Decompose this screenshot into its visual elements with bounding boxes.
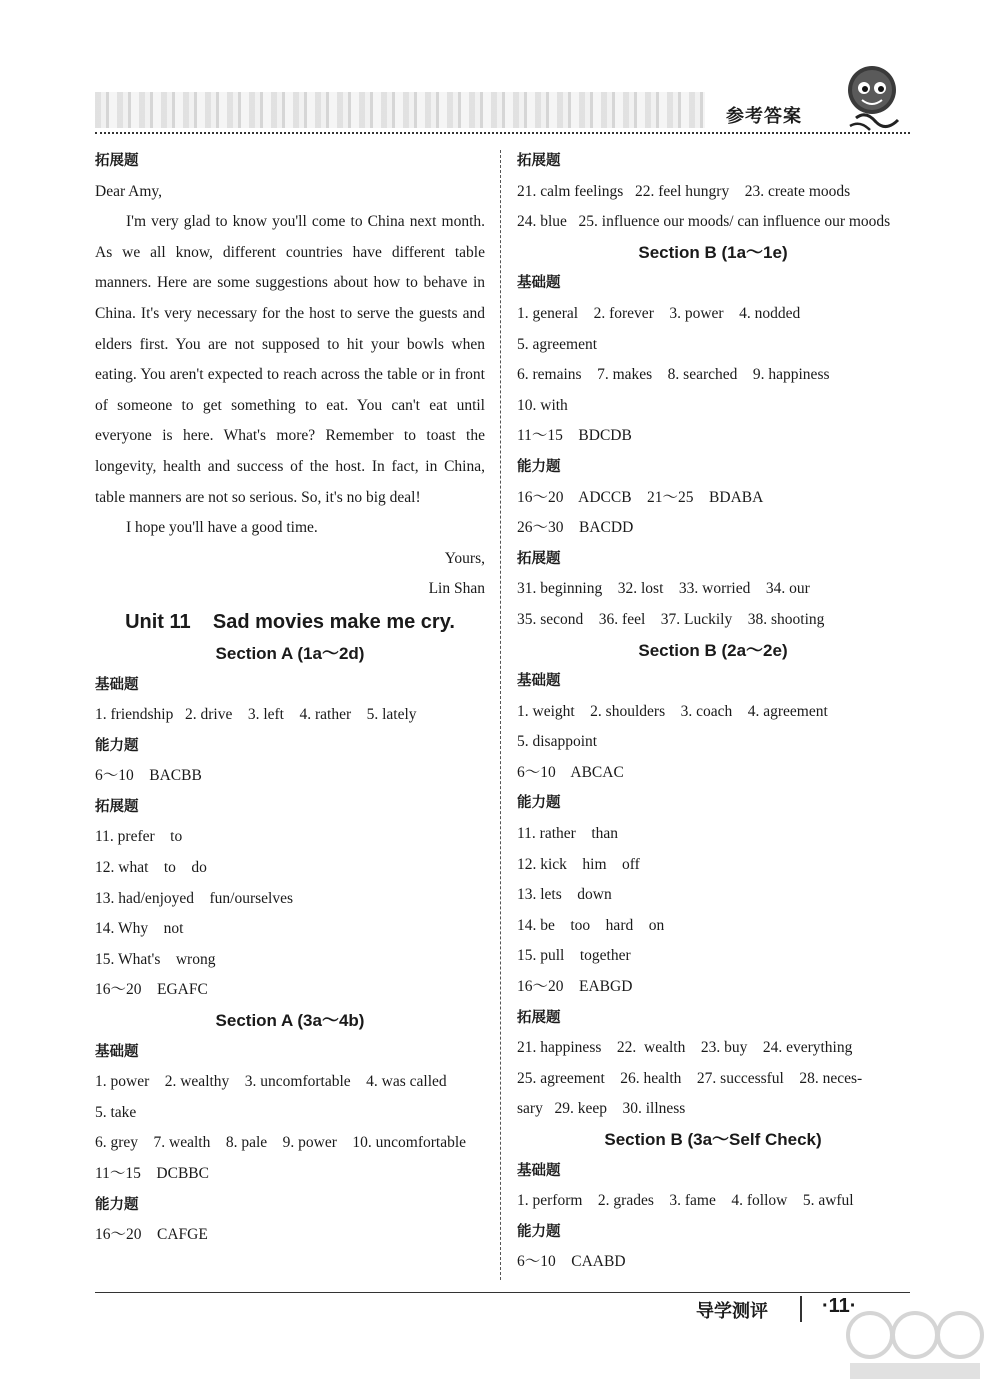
answer-line: 24. blue 25. influence our moods/ can influence our moods <box>517 213 891 231</box>
section-title: Section B (3a～Self Check) <box>604 1130 822 1149</box>
answer-line: 5. disappoint <box>517 733 598 751</box>
left-sections <box>95 639 485 1251</box>
answer-line: 16～20 EGAFC <box>95 981 208 999</box>
section-title: Section A (1a～2d) <box>215 643 365 663</box>
answer-line: 10. with <box>517 396 568 414</box>
footer-rule <box>95 1292 910 1293</box>
watermark-logo-icon <box>840 1305 990 1385</box>
question-group-label: 拓展题 <box>95 798 139 815</box>
mascot-icon <box>836 60 906 140</box>
answer-line: 15. pull together <box>517 947 631 965</box>
right-column <box>517 146 909 1278</box>
question-group-label: 拓展题 <box>517 550 561 567</box>
answer-line: 14. Why not <box>95 920 184 938</box>
question-group-label: 拓展题 <box>517 1009 561 1026</box>
answer-line: 1. power 2. wealthy 3. uncomfortable 4. was called <box>95 1073 447 1091</box>
answer-line: 13. lets down <box>517 886 612 904</box>
answer-line: 14. be too hard on <box>517 916 665 934</box>
letter-body: I'm very glad to know you'll come to China next month. As we all know, different countries have different table manners. Here are some suggestions about how to behave in China. It's very necessary for the host to serve the guests and elders first. You are not supposed to hit your bowls when eating. You aren't expected to reach across the table or in front of someone to get something to eat. You can't eat until everyone is here. What's more? Remember to toast the longevity, health and success of the host. In fact, in China, table manners are not so serious. So, it's no big deal! <box>95 213 485 506</box>
answer-line: 6～10 ABCAC <box>517 763 624 781</box>
answer-line: 16～20 EABGD <box>517 978 633 996</box>
page-number: ·11· <box>822 1295 857 1317</box>
letter-greeting: Dear Amy, <box>95 182 163 200</box>
letter-signature: Lin Shan <box>428 580 485 598</box>
answer-line: 35. second 36. feel 37. Luckily 38. shooting <box>517 610 825 628</box>
letter-closing-line: I hope you'll have a good time. <box>126 519 318 537</box>
answer-line: 25. agreement 26. health 27. successful 28. neces- <box>517 1069 863 1087</box>
answer-line: 12. kick him off <box>517 855 640 873</box>
section-title: Section A (3a～4b) <box>215 1011 365 1031</box>
question-group-label: 能力题 <box>95 737 139 754</box>
question-group-label: 基础题 <box>517 673 561 690</box>
answer-line: 5. agreement <box>517 335 598 353</box>
answer-line: 21. happiness 22. wealth 23. buy 24. everything <box>517 1039 853 1057</box>
answer-line: 15. What's wrong <box>95 950 216 968</box>
letter-signoff: Yours, <box>444 549 485 567</box>
extend-label: 拓展题 <box>95 153 139 169</box>
left-column <box>95 146 485 1251</box>
unit-title: Unit 11 Sad movies make me cry. <box>125 610 455 633</box>
answer-line: 1. friendship 2. drive 3. left 4. rather 5. lately <box>95 706 417 724</box>
answer-line: 6. grey 7. wealth 8. pale 9. power 10. uncomfortable <box>95 1134 467 1152</box>
footer-separator <box>800 1296 802 1322</box>
answer-line: 6～10 BACBB <box>95 767 202 785</box>
answer-line: 1. perform 2. grades 3. fame 4. follow 5. awful <box>517 1192 854 1210</box>
question-group-label: 基础题 <box>95 676 139 693</box>
answer-line: 6. remains 7. makes 8. searched 9. happiness <box>517 366 830 384</box>
question-group-label: 基础题 <box>517 1162 561 1179</box>
answer-line: 21. calm feelings 22. feel hungry 23. create moods <box>517 182 851 200</box>
answer-line: 13. had/enjoyed fun/ourselves <box>95 889 294 907</box>
answer-line: 6～10 CAABD <box>517 1253 626 1271</box>
question-group-label: 能力题 <box>517 795 561 812</box>
question-group-label: 能力题 <box>517 458 561 475</box>
answer-line: 26～30 BACDD <box>517 519 634 537</box>
answer-line: 11～15 DCBBC <box>95 1165 209 1182</box>
answer-line: 1. weight 2. shoulders 3. coach 4. agreement <box>517 702 828 720</box>
header-decorative-band <box>95 92 705 128</box>
answer-line: 11～15 BDCDB <box>517 427 632 445</box>
footer-brand: 导学测评 <box>696 1301 768 1322</box>
right-sections <box>517 238 909 1278</box>
question-group-label: 基础题 <box>95 1043 139 1060</box>
answer-line: 31. beginning 32. lost 33. worried 34. our <box>517 580 810 598</box>
answer-line: sary 29. keep 30. illness <box>517 1100 686 1118</box>
answer-line: 16～20 ADCCB 21～25 BDABA <box>517 488 764 506</box>
question-group-label: 基础题 <box>517 275 561 292</box>
answer-line: 11. rather than <box>517 825 618 843</box>
answer-line: 11. prefer to <box>95 828 183 846</box>
right-top-groups <box>517 146 909 238</box>
answer-line: 5. take <box>95 1103 137 1121</box>
question-group-label: 能力题 <box>95 1196 139 1213</box>
answer-line: 16～20 CAFGE <box>95 1226 208 1244</box>
answer-line: 1. general 2. forever 3. power 4. nodded <box>517 304 801 322</box>
header-rule <box>95 132 910 134</box>
column-divider <box>500 150 501 1280</box>
answer-line: 12. what to do <box>95 859 207 877</box>
section-title: Section B (2a～2e) <box>638 640 788 660</box>
page-header-title: 参考答案 <box>726 106 802 127</box>
question-group-label: 能力题 <box>517 1223 561 1240</box>
section-title: Section B (1a～1e) <box>638 242 788 262</box>
question-group-label: 拓展题 <box>517 153 561 169</box>
